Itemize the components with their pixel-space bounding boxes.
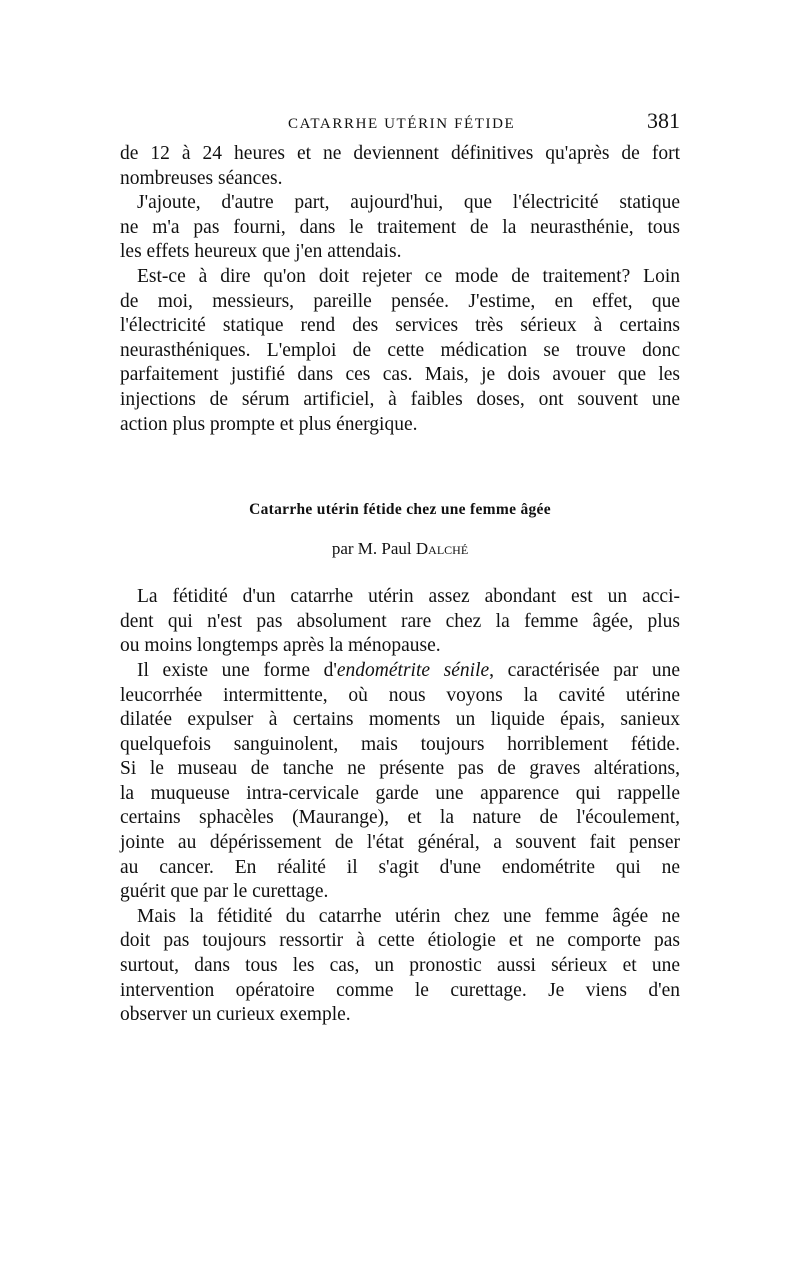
paragraph bbox=[120, 659, 680, 905]
byline bbox=[120, 539, 680, 559]
continuation-text bbox=[120, 142, 680, 437]
text-line: observer un curieux exemple. bbox=[120, 1004, 351, 1026]
paragraph bbox=[120, 905, 680, 1028]
text-line: guérit que par le curettage. bbox=[120, 881, 329, 903]
section-title: Catarrhe utérin fétide chez une femme âgée bbox=[249, 501, 551, 519]
text-line: ne m'a pas fourni, dans le traitement de la neurasthénie, tous bbox=[120, 216, 680, 238]
text-line: de moi, messieurs, pareille pensée. J'estime, en effet, que bbox=[120, 290, 680, 312]
text-line: neurasthéniques. L'emploi de cette médication se trouve donc bbox=[120, 339, 680, 361]
paragraph bbox=[120, 585, 680, 659]
text-line: Mais la fétidité du catarrhe utérin chez une femme âgée ne bbox=[137, 905, 680, 927]
text-line: surtout, dans tous les cas, un pronostic aussi sérieux et une bbox=[120, 955, 680, 977]
text-line bbox=[120, 659, 680, 684]
text-line: Est-ce à dire qu'on doit rejeter ce mode de traitement? Loin bbox=[137, 265, 680, 287]
text-line: doit pas toujours ressortir à cette étiologie et ne comporte pas bbox=[120, 930, 680, 952]
paragraph bbox=[120, 265, 680, 437]
text-line: ou moins longtemps après la ménopause. bbox=[120, 635, 441, 657]
text-line: la muqueuse intra-cervicale garde une apparence qui rappelle bbox=[120, 782, 680, 804]
paragraph bbox=[120, 191, 680, 265]
text-line: certains sphacèles (Maurange), et la nature de l'écoulement, bbox=[120, 807, 680, 829]
text-fragment: , caractérisée par une bbox=[489, 659, 680, 681]
text-line: leucorrhée intermittente, où nous voyons la cavité utérine bbox=[120, 684, 680, 706]
text-line: injections de sérum artificiel, à faibles doses, ont souvent une bbox=[120, 388, 680, 410]
paragraph bbox=[120, 142, 680, 191]
text-line: l'électricité statique rend des services très sérieux à certains bbox=[120, 315, 680, 337]
book-page bbox=[120, 102, 680, 1028]
text-line: nombreuses séances. bbox=[120, 167, 283, 189]
text-line: jointe au dépérissement de l'état général, a souvent fait penser bbox=[120, 832, 680, 854]
text-line: au cancer. En réalité il s'agit d'une endométrite qui ne bbox=[120, 856, 680, 878]
text-line: dent qui n'est pas absolument rare chez la femme âgée, plus bbox=[120, 610, 680, 632]
text-line: quelquefois sanguinolent, mais toujours horriblement fétide. bbox=[120, 733, 680, 755]
text-line: les effets heureux que j'en attendais. bbox=[120, 241, 402, 263]
text-line: de 12 à 24 heures et ne deviennent définitives qu'après de fort bbox=[120, 143, 680, 164]
author-name: Dalché bbox=[415, 539, 469, 559]
text-fragment: Il existe une forme d' bbox=[137, 659, 337, 681]
running-title: CATARRHE UTÉRIN FÉTIDE bbox=[288, 116, 516, 132]
text-line: J'ajoute, d'autre part, aujourd'hui, que l'électricité statique bbox=[137, 192, 680, 214]
text-line: dilatée expulser à certains moments un liquide épais, sanieux bbox=[120, 709, 680, 731]
text-line: parfaitement justifié dans ces cas. Mais, je dois avouer que les bbox=[120, 364, 680, 386]
text-line: intervention opératoire comme le curettage. Je viens d'en bbox=[120, 979, 680, 1001]
page-number: 381 bbox=[647, 108, 680, 133]
italic-term: endométrite sénile bbox=[336, 659, 490, 681]
text-line: action plus prompte et plus énergique. bbox=[120, 413, 418, 435]
text-line: Si le museau de tanche ne présente pas de graves altérations, bbox=[120, 758, 680, 780]
running-head bbox=[120, 102, 680, 142]
byline-prefix: par M. Paul bbox=[331, 539, 412, 559]
text-line: La fétidité d'un catarrhe utérin assez abondant est un acci- bbox=[137, 586, 680, 608]
article-body bbox=[120, 585, 680, 1028]
